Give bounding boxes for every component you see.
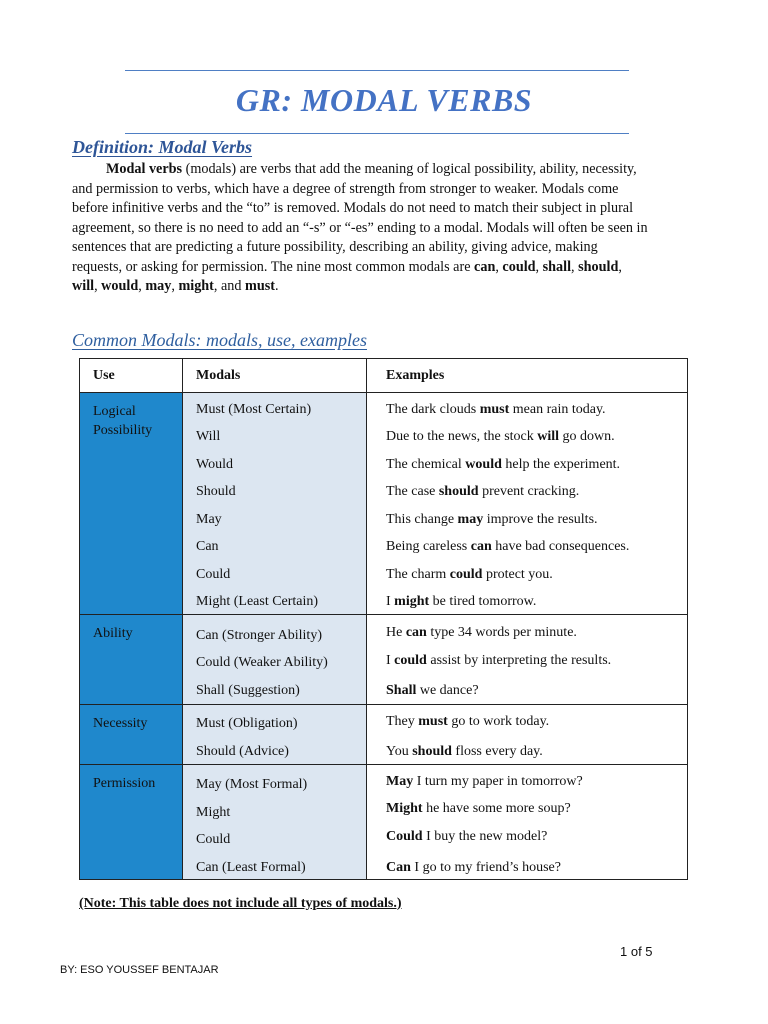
modal-cell: May [196, 512, 222, 527]
definition-segment-bold: shall [542, 258, 572, 275]
definition-segment-text: , [535, 258, 543, 275]
example-segment-bold: must [418, 714, 448, 729]
example-segment-text: This change [386, 512, 458, 527]
definition-line [72, 277, 692, 297]
definition-segment-text: , [171, 278, 179, 294]
example-segment-text: The charm [386, 567, 450, 582]
example-segment-text: I [386, 594, 395, 609]
definition-segment-bold: Modal verbs [106, 161, 183, 177]
modal-cell: Might [196, 805, 231, 820]
use-cell-label: Logical Possibility [93, 404, 153, 438]
modal-cell: Would [196, 457, 233, 472]
definition-segment-bold: could [502, 258, 536, 275]
modal-cell: Will [196, 429, 221, 444]
definition-segment-text: , and [213, 278, 246, 294]
column-header-use: Use [93, 368, 115, 383]
definition-segment-text: requests, or asking for permission. The nine most common modals are [72, 258, 475, 275]
example-segment-text: we dance? [416, 683, 479, 698]
example-segment-text: You [386, 744, 413, 759]
modal-cell: Might (Least Certain) [196, 594, 319, 609]
example-segment-text: The case [386, 484, 439, 499]
example-segment-bold: would [465, 457, 502, 472]
example-segment-bold: Shall [386, 683, 417, 698]
definition-heading: Definition: Modal Verbs [72, 137, 253, 157]
definition-segment-text: , [138, 278, 146, 294]
definition-segment-text: , [495, 258, 503, 275]
table-border [79, 358, 688, 880]
definition-segment-bold: can [474, 258, 496, 275]
modal-cell: May (Most Formal) [196, 777, 308, 792]
column-header-examples: Examples [386, 368, 445, 383]
modal-cell: Must (Obligation) [196, 716, 298, 731]
definition-segment-text: agreement, so there is no need to add an “-s” or “-es” ending to a modal. Modals will often be seen in [72, 219, 648, 236]
use-cell-label: Permission [93, 776, 156, 791]
definition-segment-text: and permission to verbs, which have a degree of strength from stronger to weaker. Modals come [72, 180, 619, 197]
example-segment-text: They [386, 714, 419, 729]
example-segment-bold: could [449, 567, 483, 582]
modal-cell: Can [196, 539, 219, 554]
definition-segment-bold: might [178, 278, 214, 294]
example-segment-text: Being careless [386, 539, 471, 554]
definition-segment-text: sentences that are predicting a future possibility, describing an ability, giving advice, making [72, 239, 598, 255]
example-segment-bold: Could [386, 829, 423, 844]
definition-segment-bold: would [101, 278, 139, 294]
modal-cell: Can (Stronger Ability) [196, 628, 322, 643]
example-segment-text: go down. [559, 429, 615, 444]
example-segment-text: The chemical [386, 457, 466, 472]
example-segment-text: Due to the news, the stock [386, 429, 538, 444]
example-segment-text: have bad consequences. [491, 539, 630, 554]
example-segment-text: The dark clouds [386, 402, 480, 417]
definition-segment-bold: will [72, 278, 95, 294]
example-segment-text: I [386, 653, 395, 668]
example-segment-text: protect you. [482, 567, 553, 582]
modal-cell: Should [196, 484, 236, 499]
example-segment-text: He [386, 625, 406, 640]
example-segment-text: assist by interpreting the results. [426, 653, 612, 668]
example-segment-text: mean rain today. [509, 402, 606, 417]
modals-table [79, 358, 688, 880]
definition-line [72, 180, 692, 200]
definition-segment-text: . [275, 278, 279, 294]
definition-line [72, 258, 692, 278]
page-title: GR: MODAL VERBS [235, 82, 533, 118]
example-segment-bold: may [457, 512, 484, 527]
definition-line [72, 238, 692, 258]
example-segment-text: go to work today. [447, 714, 550, 729]
example-segment-bold: will [537, 429, 560, 444]
example-segment-bold: should [412, 744, 452, 759]
common-modals-heading: Common Modals: modals, use, examples [72, 330, 367, 350]
example-segment-text: help the experiment. [501, 457, 621, 472]
modal-cell: Could [196, 567, 231, 582]
definition-segment-text: before infinitive verbs and the “to” is removed. Modals do not need to match their subject in plural [72, 200, 634, 216]
example-segment-text: prevent cracking. [478, 484, 580, 499]
example-segment-bold: Might [386, 801, 423, 816]
example-segment-text: be tired tomorrow. [429, 594, 537, 609]
example-segment-bold: should [438, 484, 479, 499]
definition-line [72, 219, 692, 239]
modal-cell: Could (Weaker Ability) [196, 655, 328, 670]
example-segment-bold: can [470, 539, 492, 554]
modal-cell: Should (Advice) [196, 744, 289, 759]
definition-line [72, 199, 692, 219]
example-segment-text: improve the results. [483, 512, 598, 527]
example-segment-text: I buy the new model? [422, 829, 548, 844]
modal-cell: Can (Least Formal) [196, 860, 306, 875]
definition-segment-text: , [618, 258, 622, 275]
table-note: (Note: This table does not include all types of modals.) [79, 896, 402, 911]
column-header-modals: Modals [196, 368, 241, 383]
modal-cell: Shall (Suggestion) [196, 683, 300, 698]
use-cell-label: Ability [93, 626, 133, 641]
modal-cell: Could [196, 832, 231, 847]
example-segment-bold: might [394, 594, 430, 609]
author-footer: BY: ESO YOUSSEF BENTAJAR [60, 964, 219, 976]
example-segment-bold: could [394, 653, 427, 668]
definition-segment-bold: should [578, 258, 619, 275]
definition-segment-bold: must [245, 278, 276, 294]
definition-segment-text: (modals) are verbs that add the meaning of logical possibility, ability, necessity, [182, 161, 637, 177]
example-segment-bold: must [479, 402, 510, 417]
definition-segment-bold: may [145, 278, 172, 294]
example-segment-text: I turn my paper in tomorrow? [413, 774, 583, 789]
example-segment-bold: Can [386, 860, 411, 875]
page-number: 1 of 5 [620, 944, 653, 959]
title-rule-top [125, 70, 629, 71]
modal-cell: Must (Most Certain) [196, 402, 312, 417]
definition-segment-text: , [571, 258, 579, 275]
example-segment-text: I go to my friend’s house? [410, 860, 561, 875]
title-rule-bottom [125, 133, 629, 134]
example-segment-bold: can [405, 625, 427, 640]
example-segment-bold: May [386, 774, 414, 789]
definition-segment-text: , [94, 278, 102, 294]
example-segment-text: type 34 words per minute. [426, 625, 577, 640]
use-cell-label: Necessity [93, 716, 148, 731]
definition-paragraph [72, 160, 692, 297]
example-segment-text: he have some more soup? [422, 801, 571, 816]
example-segment-text: floss every day. [451, 744, 543, 759]
definition-line [72, 160, 692, 180]
